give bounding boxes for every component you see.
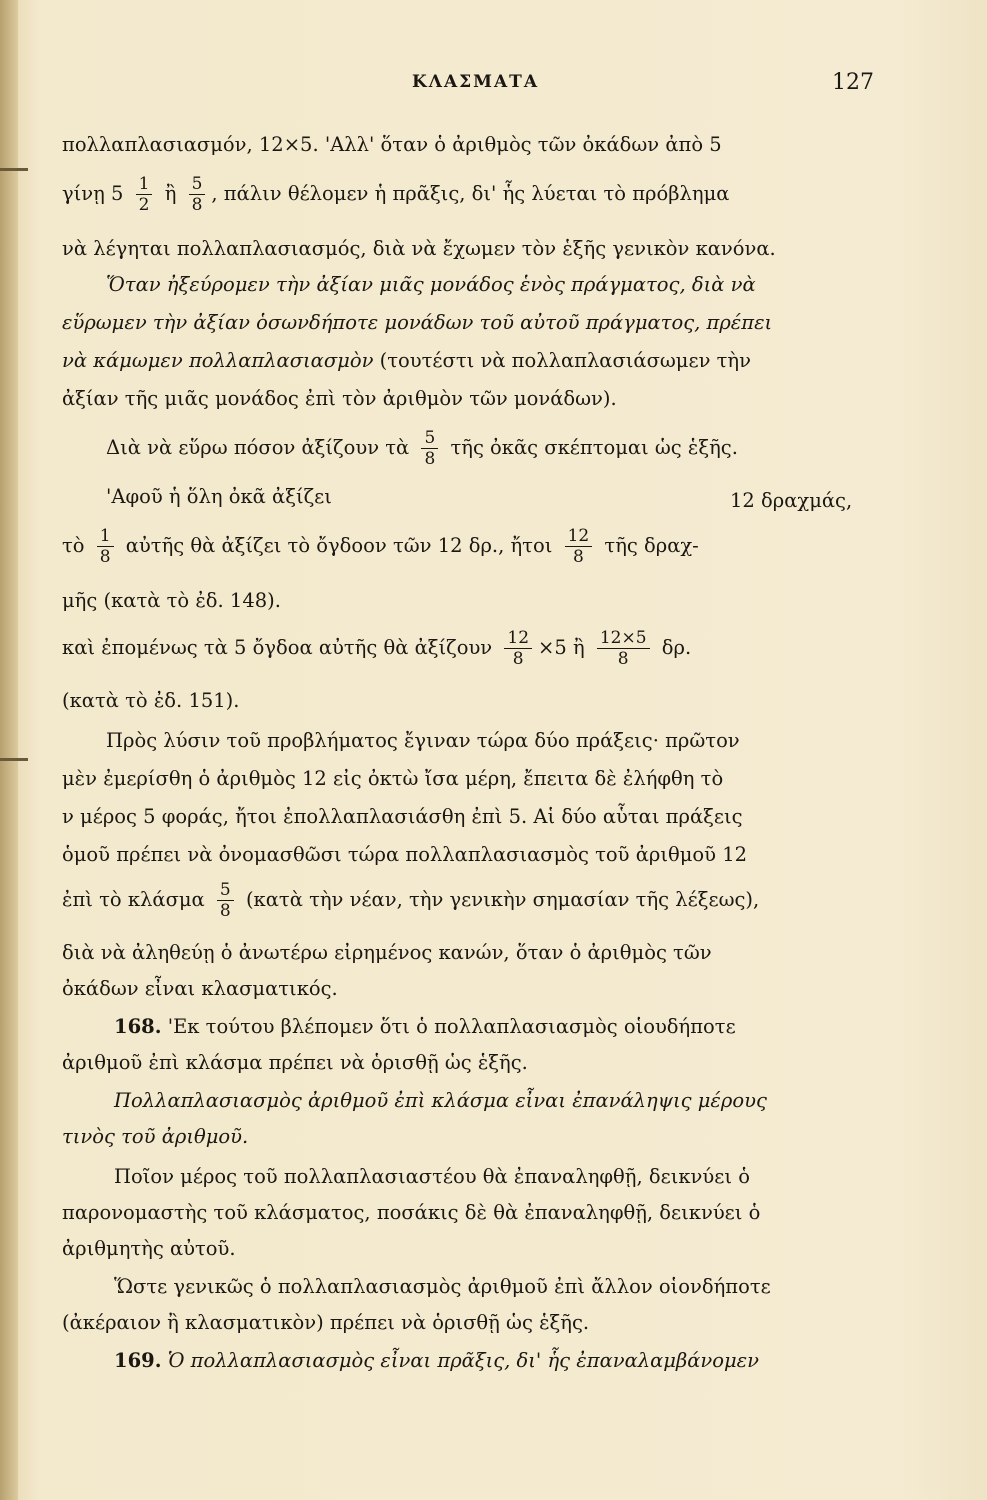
text-line: γίνῃ 5 $\frac{1}{2}$ ἢ $\frac{5}{8}$ , πάλιν θέλομεν ἡ πρᾶξις, δι' ἧς λύεται τὸ πρόβλημα [62, 174, 730, 215]
rule-italic-line: εὕρωμεν τὴν ἀξίαν ὁσωνδήποτε μονάδων τοῦ αὐτοῦ πράγματος, πρέπει [62, 311, 773, 334]
margin-mark [0, 758, 28, 761]
fraction: $\frac{1}{2}$ [136, 174, 153, 215]
text-line: διὰ νὰ ἀληθεύῃ ὁ ἀνωτέρω εἰρημένος κανών, ὅταν ὁ ἀριθμὸς τῶν [62, 941, 712, 964]
section-number: 168. [114, 1015, 162, 1038]
fraction: $\frac{1}{8}$ [97, 526, 114, 567]
text-line: Διὰ νὰ εὕρω πόσον ἀξίζουν τὰ $\frac{5}{8}$ τῆς ὀκᾶς σκέπτομαι ὡς ἑξῆς. [106, 428, 738, 469]
text-line: Ὥστε γενικῶς ὁ πολλαπλασιασμὸς ἀριθμοῦ ἐπὶ ἄλλον οἱονδήποτε [114, 1275, 771, 1298]
fraction: $\frac{5}{8}$ [189, 174, 206, 215]
text-line: τὸ $\frac{1}{8}$ αὐτῆς θὰ ἀξίζει τὸ ὄγδοον τῶν 12 δρ., ἤτοι $\frac{12}{8}$ τῆς δραχ- [62, 526, 699, 567]
section-168: 168. 'Εκ τούτου βλέπομεν ὅτι ὁ πολλαπλασιασμὸς οἱουδήποτε [114, 1015, 736, 1038]
text-line: νὰ κάμωμεν πολλαπλασιασμὸν (τουτέστι νὰ πολλαπλασιάσωμεν τὴν [62, 349, 751, 372]
text-line: ἀξίαν τῆς μιᾶς μονάδος ἐπὶ τὸν ἀριθμὸν τῶν μονάδων). [62, 387, 617, 410]
fraction: $\frac{12}{8}$ [565, 526, 593, 567]
text-line: ἀριθμητὴς αὐτοῦ. [62, 1237, 236, 1260]
text-line: ν μέρος 5 φοράς, ἤτοι ἐπολλαπλασιάσθη ἐπὶ 5. Αἱ δύο αὗται πράξεις [62, 805, 743, 828]
text-line: (ἀκέραιον ἢ κλασματικὸν) πρέπει νὰ ὁρισθῇ ὡς ἑξῆς. [62, 1311, 590, 1334]
page-header [0, 70, 987, 110]
binding-edge [0, 0, 18, 1500]
margin-mark [0, 168, 28, 171]
text-line: μὲν ἐμερίσθη ὁ ἀριθμὸς 12 εἰς ὀκτὼ ἴσα μέρη, ἔπειτα δὲ ἐλήφθη τὸ [62, 767, 724, 790]
text-line: ἀριθμοῦ ἐπὶ κλάσμα πρέπει νὰ ὁρισθῇ ὡς ἑξῆς. [62, 1051, 528, 1074]
fraction: $\frac{5}{8}$ [217, 880, 234, 921]
text-line: 'Αφοῦ ἡ ὅλη ὀκᾶ ἀξίζει [106, 485, 332, 508]
text-line: Πρὸς λύσιν τοῦ προβλήματος ἔγιναν τώρα δύο πράξεις· πρῶτον [106, 729, 740, 752]
text-line: πολλαπλασιασμόν, 12×5. 'Αλλ' ὅταν ὁ ἀριθμὸς τῶν ὀκάδων ἀπὸ 5 [62, 133, 722, 156]
page-number: 127 [832, 70, 874, 95]
running-title: ΚΛΑΣΜΑΤΑ [412, 72, 540, 92]
rule-italic-line: Ὅταν ἠξεύρομεν τὴν ἀξίαν μιᾶς μονάδος ἑνὸς πράγματος, διὰ νὰ [106, 273, 756, 296]
text-line: ὁμοῦ πρέπει νὰ ὀνομασθῶσι τώρα πολλαπλασιασμὸς τοῦ ἀριθμοῦ 12 [62, 843, 748, 866]
fraction: $\frac{12}{8}$ [504, 628, 532, 669]
text-line: παρονομαστὴς τοῦ κλάσματος, ποσάκις δὲ θὰ ἐπαναληφθῇ, δεικνύει ὁ [62, 1201, 761, 1224]
fraction: $\frac{5}{8}$ [421, 428, 438, 469]
text-line: Ποῖον μέρος τοῦ πολλαπλασιαστέου θὰ ἐπαναληφθῇ, δεικνύει ὁ [114, 1165, 750, 1188]
section-169: 169. Ὁ πολλαπλασιασμὸς εἶναι πρᾶξις, δι' ἧς ἐπαναλαμβάνομεν [114, 1349, 759, 1372]
text-line: καὶ ἐπομένως τὰ 5 ὄγδοα αὐτῆς θὰ ἀξίζουν $\frac{12}{8}$ ×5 ἢ $\frac{12\times 5}{8}$ δρ. [62, 628, 692, 669]
text-line: ἐπὶ τὸ κλάσμα $\frac{5}{8}$ (κατὰ τὴν νέαν, τὴν γενικὴν σημασίαν τῆς λέξεως), [62, 880, 760, 921]
text-line: ὀκάδων εἶναι κλασματικός. [62, 977, 338, 1000]
section-number: 169. [114, 1349, 162, 1372]
text-line: 12 δραχμάς, [730, 489, 853, 512]
definition-italic-line: τινὸς τοῦ ἀριθμοῦ. [62, 1125, 249, 1148]
text-line: (κατὰ τὸ ἐδ. 151). [62, 689, 240, 712]
fraction: $\frac{12\times 5}{8}$ [597, 628, 650, 669]
definition-italic-line: Πολλαπλασιασμὸς ἀριθμοῦ ἐπὶ κλάσμα εἶναι ἐπανάληψις μέρους [114, 1089, 767, 1112]
text-line: μῆς (κατὰ τὸ ἐδ. 148). [62, 589, 281, 612]
text-line: νὰ λέγηται πολλαπλασιασμός, διὰ νὰ ἔχωμεν τὸν ἑξῆς γενικὸν κανόνα. [62, 237, 776, 260]
